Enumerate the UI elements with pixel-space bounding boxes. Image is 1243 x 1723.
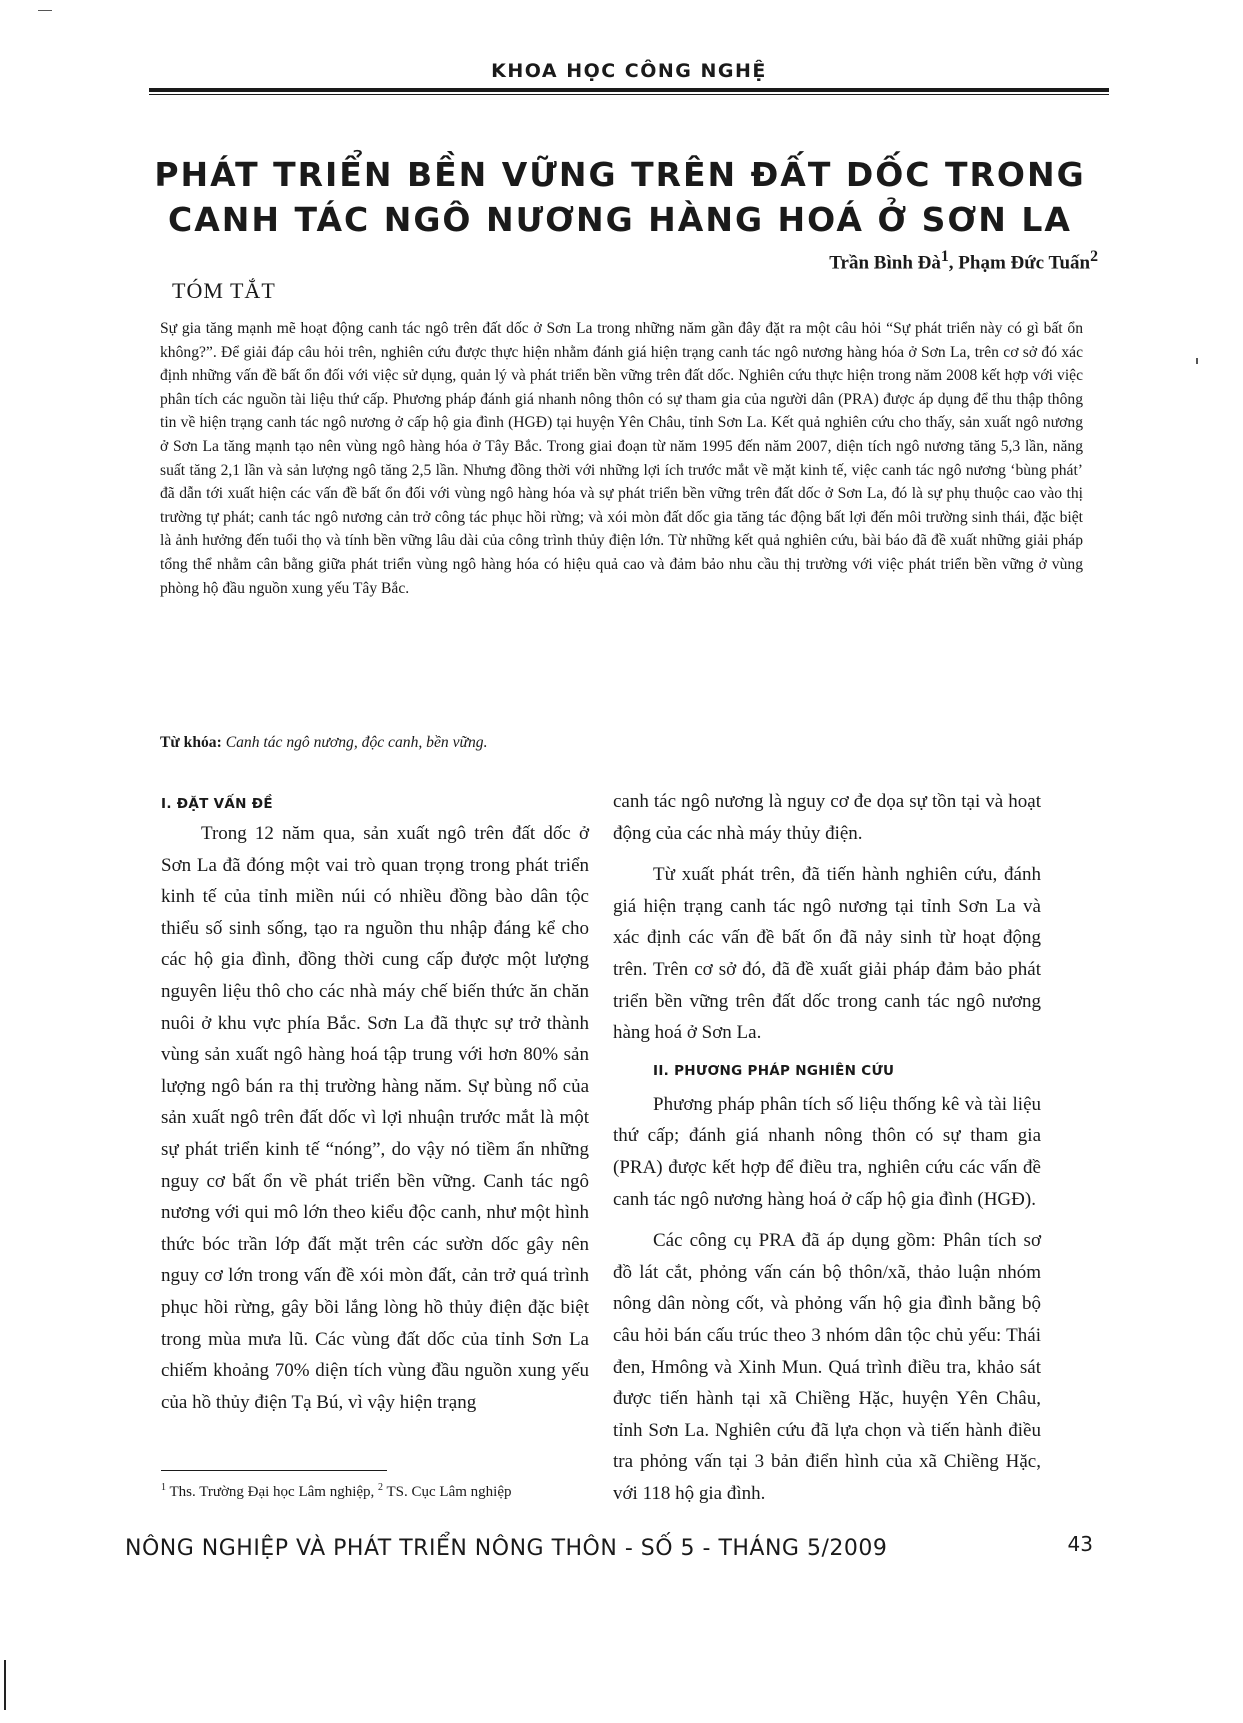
section-2-heading: II. PHƯƠNG PHÁP NGHIÊN CỨU [653,1062,895,1079]
abstract-heading: TÓM TẮT [172,278,276,303]
title-line-1: PHÁT TRIỂN BỀN VỮNG TRÊN ĐẤT DỐC TRONG [154,155,1086,194]
section-label: KHOA HỌC CÔNG NGHỆ [491,60,767,82]
column-right [613,786,1041,1519]
author-1-affiliation: 1 [940,248,949,265]
journal-footer: NÔNG NGHIỆP VÀ PHÁT TRIỂN NÔNG THÔN - SỐ 5 - THÁNG 5/2009 [125,1536,888,1561]
section-1-paragraph-1-continued: canh tác ngô nương là nguy cơ đe dọa sự tồn tại và hoạt động của các nhà máy thủy điện. [613,791,1041,844]
keywords-value: Canh tác ngô nương, độc canh, bền vững. [225,734,488,751]
section-1-heading: I. ĐẶT VẤN ĐỀ [161,796,273,812]
author-separator: , [948,252,959,274]
footnote [161,1482,512,1501]
footnote-mark-1: 1 [161,1482,166,1493]
footnote-text-1: Ths. Trường Đại học Lâm nghiệp, [166,1484,379,1500]
scan-edge-mark [4,1660,6,1710]
keywords [160,734,488,752]
author-2-affiliation: 2 [1090,248,1098,265]
scan-mark-right [1196,358,1198,364]
footnote-divider [161,1470,387,1471]
author-list [829,248,1098,274]
section-1-paragraph-2: Từ xuất phát trên, đã tiến hành nghiên cứu, đánh giá hiện trạng canh tác ngô nương tại tỉnh Sơn La và xác định các vấn đề bất ổn đã nảy sinh từ hoạt động trên. Trên cơ sở đó, đã đề xuất giải pháp đảm bảo phát triển bền vững trên đất dốc trong canh tác ngô nương hàng hoá ở Sơn La. [613,864,1041,1044]
section-1-paragraph-1: Trong 12 năm qua, sản xuất ngô trên đất dốc ở Sơn La đã đóng một vai trò quan trọng trong phát triển kinh tế của tỉnh miền núi có nhiều đồng bào dân tộc thiểu số sinh sống, tạo ra nguồn thu nhập đáng kể cho các hộ gia đình, đồng thời cung cấp được một lượng nguyên liệu thô cho các nhà máy chế biến thức ăn chăn nuôi ở khu vực phía Bắc. Sơn La đã thực sự trở thành vùng sản xuất ngô hàng hoá tập trung với hơn 80% sản lượng ngô bán ra thị trường hàng năm. Sự bùng nổ của sản xuất ngô trên đất dốc vì lợi nhuận trước mắt là một sự phát triển kinh tế “nóng”, do vậy nó tiềm ẩn những nguy cơ bất ổn về phát triển bền vững. Canh tác ngô nương với qui mô lớn theo kiểu độc canh, như một hình thức bóc trần lớp đất mặt trên các sườn dốc gây nên nguy cơ lớn trong vấn đề xói mòn đất, cản trở quá trình phục hồi rừng, gây bồi lắng lòng hồ thủy điện đặc biệt trong mùa mưa lũ. Các vùng đất dốc của tỉnh Sơn La chiếm khoảng 70% diện tích vùng đầu nguồn xung yếu của hồ thủy điện Tạ Bú, vì vậy hiện trạng [161,823,589,1413]
header-rule-thin [149,94,1109,95]
author-2: Phạm Đức Tuấn [958,252,1091,274]
header-rule-thick [149,88,1109,92]
abstract-text: Sự gia tăng mạnh mẽ hoạt động canh tác ngô trên đất dốc ở Sơn La trong những năm gần đây đặt ra một câu hỏi “Sự phát triển này có gì bất ổn không?”. Để giải đáp câu hỏi trên, nghiên cứu được thực hiện nhằm đánh giá hiện trạng canh tác ngô nương hàng hóa ở Sơn La, trên cơ sở đó xác định những vấn đề bất ổn đối với việc sử dụng, quản lý và phát triển bền vững trên đất dốc. Nghiên cứu thực hiện trong năm 2008 kết hợp với việc phân tích các nguồn tài liệu thứ cấp. Phương pháp đánh giá nhanh nông thôn có sự tham gia của người dân (PRA) được áp dụng để thu thập thông tin về hiện trạng canh tác ngô nương ở cấp hộ gia đình (HGĐ) tại huyện Yên Châu, tỉnh Sơn La. Kết quả nghiên cứu cho thấy, sản xuất ngô nương ở Sơn La tăng mạnh tạo nên vùng ngô hàng hóa ở Tây Bắc. Trong giai đoạn từ năm 1995 đến năm 2007, diện tích ngô nương tăng 5,3 lần, năng suất tăng 2,1 lần và sản lượng ngô tăng 2,5 lần. Nhưng đồng thời với những lợi ích trước mắt về mặt kinh tế, việc canh tác ngô nương ‘bùng phát’ đã dẫn tới xuất hiện các vấn đề bất ổn đối với vùng ngô hàng hóa và sự phát triển bền vững trên đất dốc ở Sơn La, đó là sự phụ thuộc cao vào thị trường tự phát; canh tác ngô nương cản trở công tác phục hồi rừng; và xói mòn đất dốc gia tăng tác động bất lợi đến môi trường sinh thái, đặc biệt là ảnh hưởng đến tuổi thọ và tính bền vững lâu dài của công trình thủy điện lớn. Từ những kết quả nghiên cứu, bài báo đã đề xuất những giải pháp tổng thể nhằm cân bằng giữa phát triển vùng ngô hàng hóa có hiệu quả cao và đảm bảo nhu cầu thị trường với việc phát triển bền vững ở vùng phòng hộ đầu nguồn xung yếu Tây Bắc. [160,320,1083,597]
title-line-2: CANH TÁC NGÔ NƯƠNG HÀNG HOÁ Ở SƠN LA [168,200,1072,239]
column-left [161,792,589,1428]
footnote-text-2: TS. Cục Lâm nghiệp [383,1484,512,1500]
section-2-paragraph-1: Phương pháp phân tích số liệu thống kê và tài liệu thứ cấp; đánh giá nhanh nông thôn có sự tham gia (PRA) được kết hợp để điều tra, nghiên cứu các vấn đề canh tác ngô nương hàng hoá ở cấp hộ gia đình (HGĐ). [613,1093,1041,1210]
author-1: Trần Bình Đà [829,252,941,274]
article-title [120,152,1120,242]
running-header [149,60,1109,95]
footnote-mark-2: 2 [378,1482,384,1493]
keywords-label: Từ khóa: [160,734,222,751]
scan-mark-top [38,10,52,11]
section-2-paragraph-2: Các công cụ PRA đã áp dụng gồm: Phân tích sơ đồ lát cắt, phỏng vấn cán bộ thôn/xã, thảo luận nhóm nông dân nòng cốt, và phỏng vấn hộ gia đình bằng bộ câu hỏi bán cấu trúc theo 3 nhóm dân tộc chủ yếu: Thái đen, Hmông và Xinh Mun. Quá trình điều tra, khảo sát được tiến hành tại xã Chiềng Hặc, huyện Yên Châu, tỉnh Sơn La. Nghiên cứu đã lựa chọn và tiến hành điều tra phỏng vấn tại 3 bản điển hình của xã Chiềng Hặc, với 118 hộ gia đình. [613,1230,1041,1504]
page-number: 43 [1067,1532,1093,1556]
